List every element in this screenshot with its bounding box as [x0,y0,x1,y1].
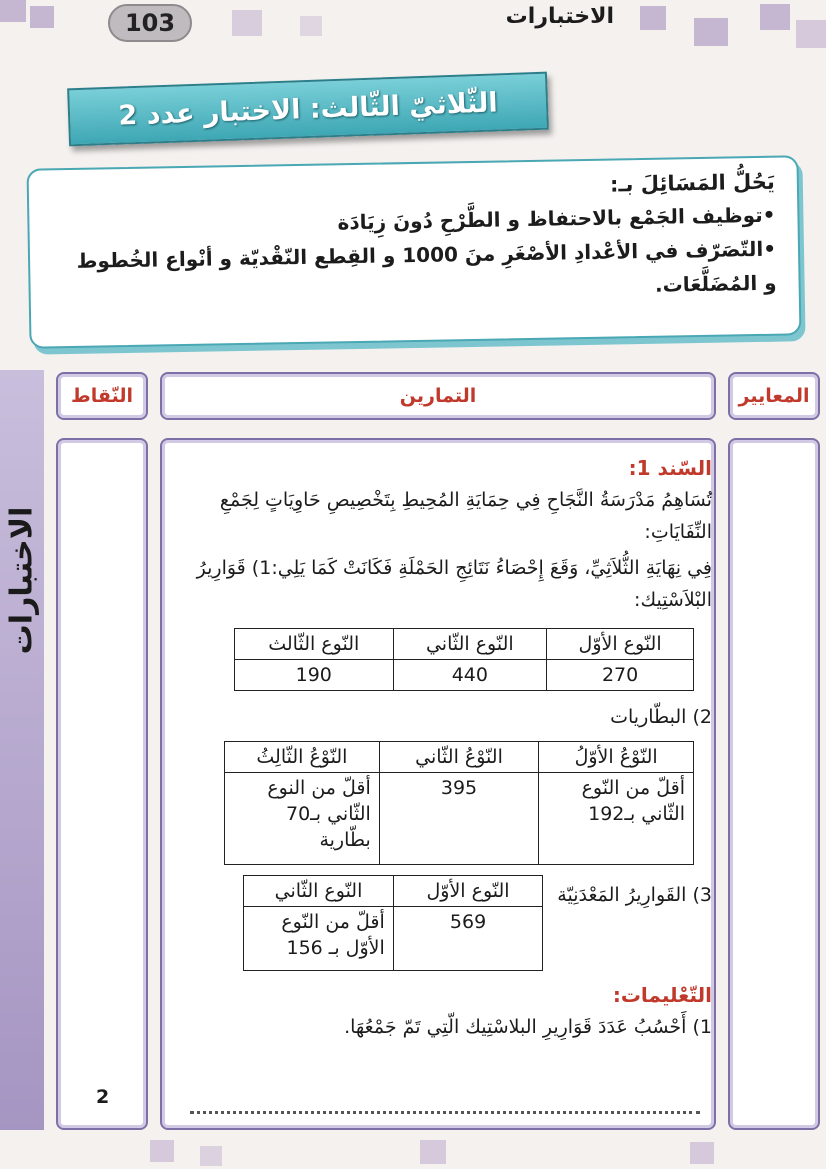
table-row [235,660,694,691]
table-row [244,907,543,971]
exercise-content [172,452,712,1043]
deco-square [300,16,322,36]
batteries-table [224,741,694,865]
metal-bottles-table [243,875,543,971]
instructions-title: التّعْليمات: [612,983,712,1007]
objectives-box [26,155,801,348]
table-cell: 270 [547,660,694,691]
table-row [244,876,543,907]
objective-item: و المُضَلَّعَات. [654,270,777,297]
answer-line [190,1110,700,1114]
table-header-cell: النّوع الأوّل [393,876,543,907]
exercises-column-header: التمارين [160,372,716,420]
objective-item: •توظيف الجَمْع بالاحتفاظ و الطَّرْحِ دُونَ زِيَادَة [337,202,776,235]
table-cell: 395 [379,773,538,865]
table-row [225,773,694,865]
table-header-cell: النّوع الثّالث [235,629,394,660]
paragraph: فِي نِهَايَةِ الثُّلاَثِيِّ، وَقَعَ إِحْصَاءُ نَتَائِجِ الحَمْلَةِ فَكَانَتْ كَمَا يَلِي:1) قَوَارِيرُ البْلاَسْتِيك: [196,557,712,611]
table-header-cell: النّوع الأوّل [547,629,694,660]
deco-square [760,4,790,30]
topic-banner-text: الثّلاثيّ الثّالث: الاختبار عدد 2 [117,86,499,132]
deco-square [0,0,26,22]
page-header-title: الاختبارات [505,4,614,29]
points-value: 2 [96,1086,110,1108]
table-cell: أقلّ من النوع الثّاني بـ70 بطّارية [225,773,380,865]
table-cell: 569 [393,907,543,971]
side-title-text: الاختبارات [4,506,40,654]
deco-square [150,1140,174,1162]
deco-square [796,20,826,48]
table-header-cell: النّوْعُ الثّاني [379,742,538,773]
table-header-cell: النّوْعُ الثّالِثُ [225,742,380,773]
deco-square [30,6,54,28]
points-column [56,438,148,1130]
side-title [0,470,44,690]
deco-square [690,1142,714,1164]
objective-item: •التّصَرّف في الأعْدادِ الأصْغَرِ منَ 1000 و القِطع النّقْديّة و أنْواع الخُطوط [76,236,777,273]
section-title: السّند 1: [628,456,712,480]
objectives-intro: يَحُلُّ المَسَائِلَ بـ: [609,169,776,197]
criteria-column-header: المعايير [728,372,820,420]
deco-square [694,18,728,46]
list-label: 2) البطّاريات [610,706,712,728]
table-cell: 190 [235,660,394,691]
instruction-item: 1) أَحْسُبُ عَدَدَ قَوَارِيرِ البلاسْتِيك الّتِي تَمّ جَمْعُهَا. [344,1016,712,1038]
table-header-cell: النّوع الثّاني [244,876,394,907]
table-header-cell: النّوع الثّاني [393,629,547,660]
deco-square [200,1146,222,1166]
table-header-cell: النّوْعُ الأوّلُ [539,742,694,773]
table-cell: أقلّ من النّوع الأوّل بـ 156 [244,907,394,971]
points-column-header: النّقاط [56,372,148,420]
table-cell: أقلّ من النّوع الثّاني بـ192 [539,773,694,865]
table-row [235,629,694,660]
page-number: 103 [108,4,192,42]
paragraph: تُسَاهِمُ مَدْرَسَةُ النَّجَاحِ فِي حِمَايَةِ المُحِيطِ بِتَخْصِيصِ حَاوِيَاتٍ لِجَمْعِ النِّفَايَاتِ: [219,489,712,543]
table-cell: 440 [393,660,547,691]
criteria-column [728,438,820,1130]
list-label: 3) القَوارِيرُ المَعْدَنِيّة [557,884,712,906]
plastic-bottles-table [234,628,694,691]
deco-square [640,6,666,30]
table-row [225,742,694,773]
topic-banner [67,72,549,147]
deco-square [232,10,262,36]
deco-square [420,1140,446,1164]
metal-bottles-row [172,875,712,971]
